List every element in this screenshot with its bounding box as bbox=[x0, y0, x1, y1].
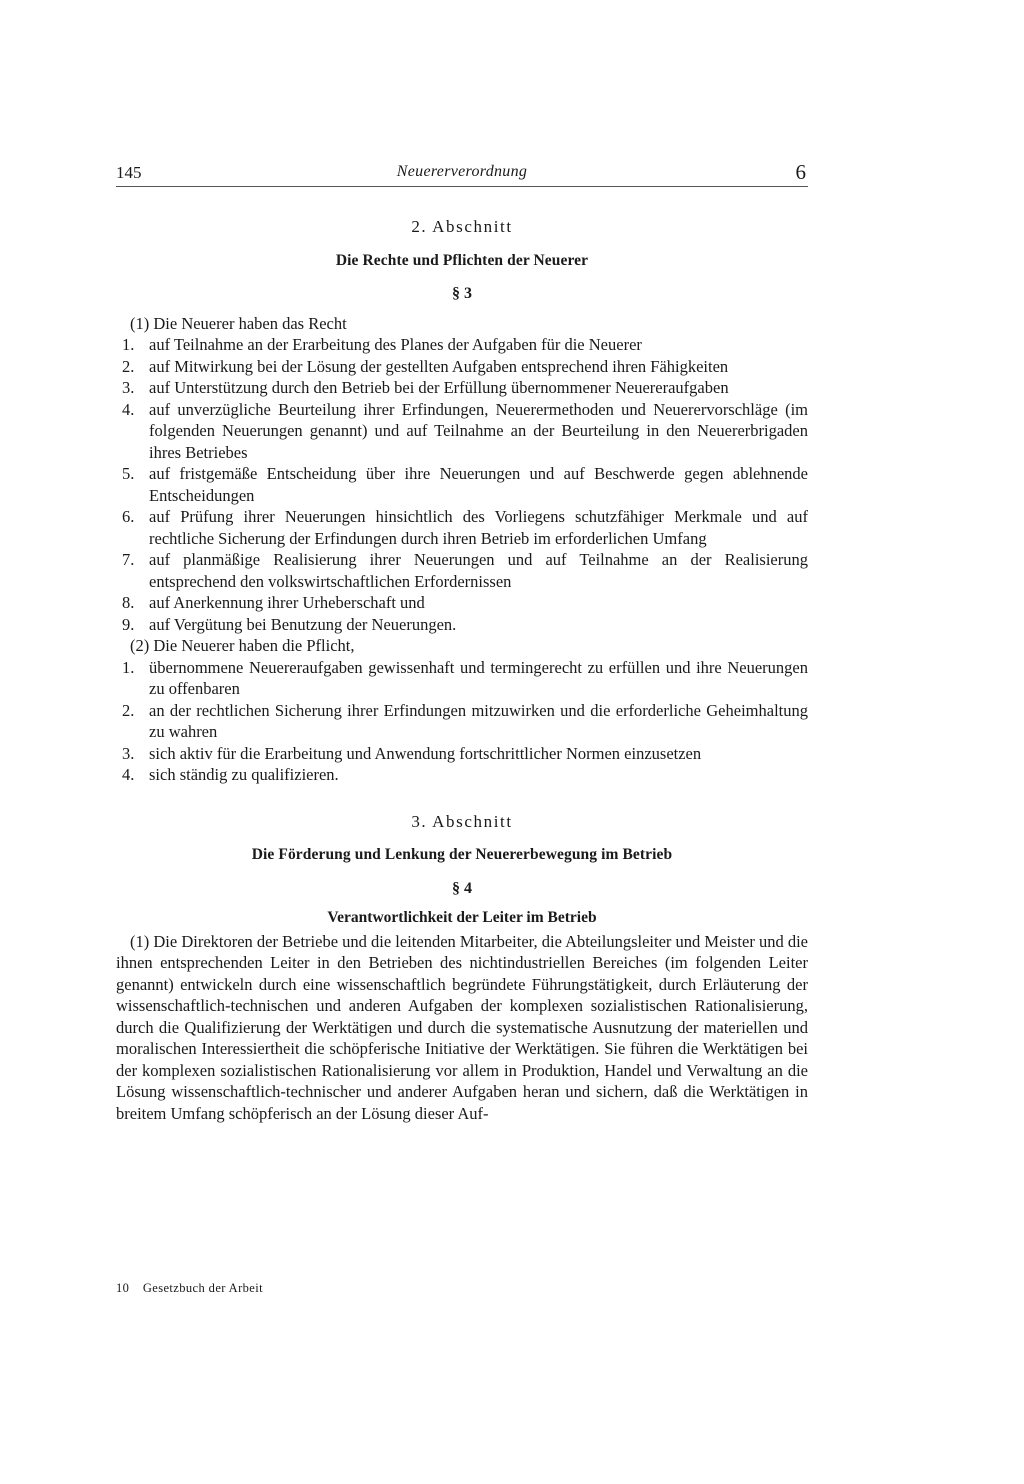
duties-list bbox=[116, 657, 808, 786]
list-item: 4. auf unverzügliche Beurteilung ihrer Erfindungen, Neuerermethoden und Neuerervorschläge (im folgenden Neuerungen genannt) und auf Teilnahme an der Beurteilung in den Neuererbrigaden ihres Betriebes bbox=[122, 399, 808, 462]
paragraph-4-heading: Verantwortlichkeit der Leiter im Betrieb bbox=[327, 909, 597, 926]
section-2-title: 2. Abschnitt bbox=[411, 217, 513, 236]
list-item: 5. auf fristgemäße Entscheidung über ihre Neuerungen und auf Beschwerde gegen ablehnende Entscheidungen bbox=[122, 464, 808, 505]
list-item: 1. übernommene Neuereraufgaben gewissenhaft und termingerecht zu erfüllen und ihre Neuerungen zu offenbaren bbox=[122, 657, 808, 698]
paragraph-4-body: (1) Die Direktoren der Betriebe und die leitenden Mitarbeiter, die Abteilungsleiter und Meister und die ihnen entsprechenden Leiter in den Betrieben des nichtindustriellen Bereiches (im folgenden Leiter genannt) entwickeln durch eine wissenschaftlich begründete Führungstätigkeit, durch Erläuterung der wissenschaftlich-technischen und anderen Aufgaben der komplexen sozialistischen Rationalisierung, durch die Qualifizierung der Werktätigen und durch die systematische Ausnutzung der materiellen und moralischen Interessiertheit die schöpferische Initiative der Werktätigen. Sie führen die Werktätigen bei der komplexen sozialistischen Rationalisierung vor allem in Produktion, Handel und Verwaltung an die Lösung wissenschaftlich-technischer und anderer Aufgaben heran und sichern, daß die Werktätigen in breitem Umfang schöpferisch an der Lösung dieser Auf- bbox=[116, 931, 808, 1123]
subsection-1-intro: (1) Die Neuerer haben das Recht bbox=[130, 313, 347, 333]
list-item: 1. auf Teilnahme an der Erarbeitung des Planes der Aufgaben für die Neuerer bbox=[122, 335, 642, 354]
section-3-heading: Die Förderung und Lenkung der Neuererbewegung im Betrieb bbox=[251, 846, 673, 863]
list-item: 2. an der rechtlichen Sicherung ihrer Erfindungen mitzuwirken und die erforderliche Geheimhaltung zu wahren bbox=[122, 700, 808, 741]
page-content bbox=[116, 216, 808, 1124]
rights-list bbox=[116, 334, 808, 635]
page-footer bbox=[116, 1281, 263, 1296]
list-item: 7. auf planmäßige Realisierung ihrer Neuerungen und auf Teilnahme an der Realisierung entsprechend den volkswirtschaftlichen Erfordernissen bbox=[122, 550, 808, 591]
signature-mark: 10 bbox=[116, 1281, 130, 1295]
list-item: 8. auf Anerkennung ihrer Urheberschaft und bbox=[122, 593, 425, 612]
paragraph-4-number: § 4 bbox=[452, 879, 472, 897]
paragraph-3-number: § 3 bbox=[452, 285, 472, 302]
list-item: 2. auf Mitwirkung bei der Lösung der gestellten Aufgaben entsprechend ihren Fähigkeiten bbox=[122, 356, 729, 376]
running-title: Neuererverordnung bbox=[396, 163, 528, 180]
section-spacer bbox=[116, 786, 808, 811]
section-3-title: 3. Abschnitt bbox=[411, 811, 513, 831]
list-item: 4. sich ständig zu qualifizieren. bbox=[122, 765, 339, 784]
page-header bbox=[116, 160, 808, 187]
chapter-number: 6 bbox=[795, 160, 806, 184]
page-number: 145 bbox=[116, 163, 142, 182]
list-item: 3. auf Unterstützung durch den Betrieb bei der Erfüllung übernommener Neuereraufgaben bbox=[122, 378, 729, 397]
list-item: 9. auf Vergütung bei Benutzung der Neuerungen. bbox=[122, 614, 457, 634]
section-2-heading: Die Rechte und Pflichten der Neuerer bbox=[335, 251, 589, 269]
subsection-2-intro: (2) Die Neuerer haben die Pflicht, bbox=[130, 636, 355, 655]
book-title: Gesetzbuch der Arbeit bbox=[142, 1281, 264, 1295]
list-item: 6. auf Prüfung ihrer Neuerungen hinsichtlich des Vorliegens schutzfähiger Merkmale und auf rechtliche Sicherung der Erfindungen durch ihren Betrieb im erforderlichen Umfang bbox=[122, 507, 808, 548]
list-item: 3. sich aktiv für die Erarbeitung und Anwendung fortschrittlicher Normen einzusetzen bbox=[122, 743, 702, 763]
